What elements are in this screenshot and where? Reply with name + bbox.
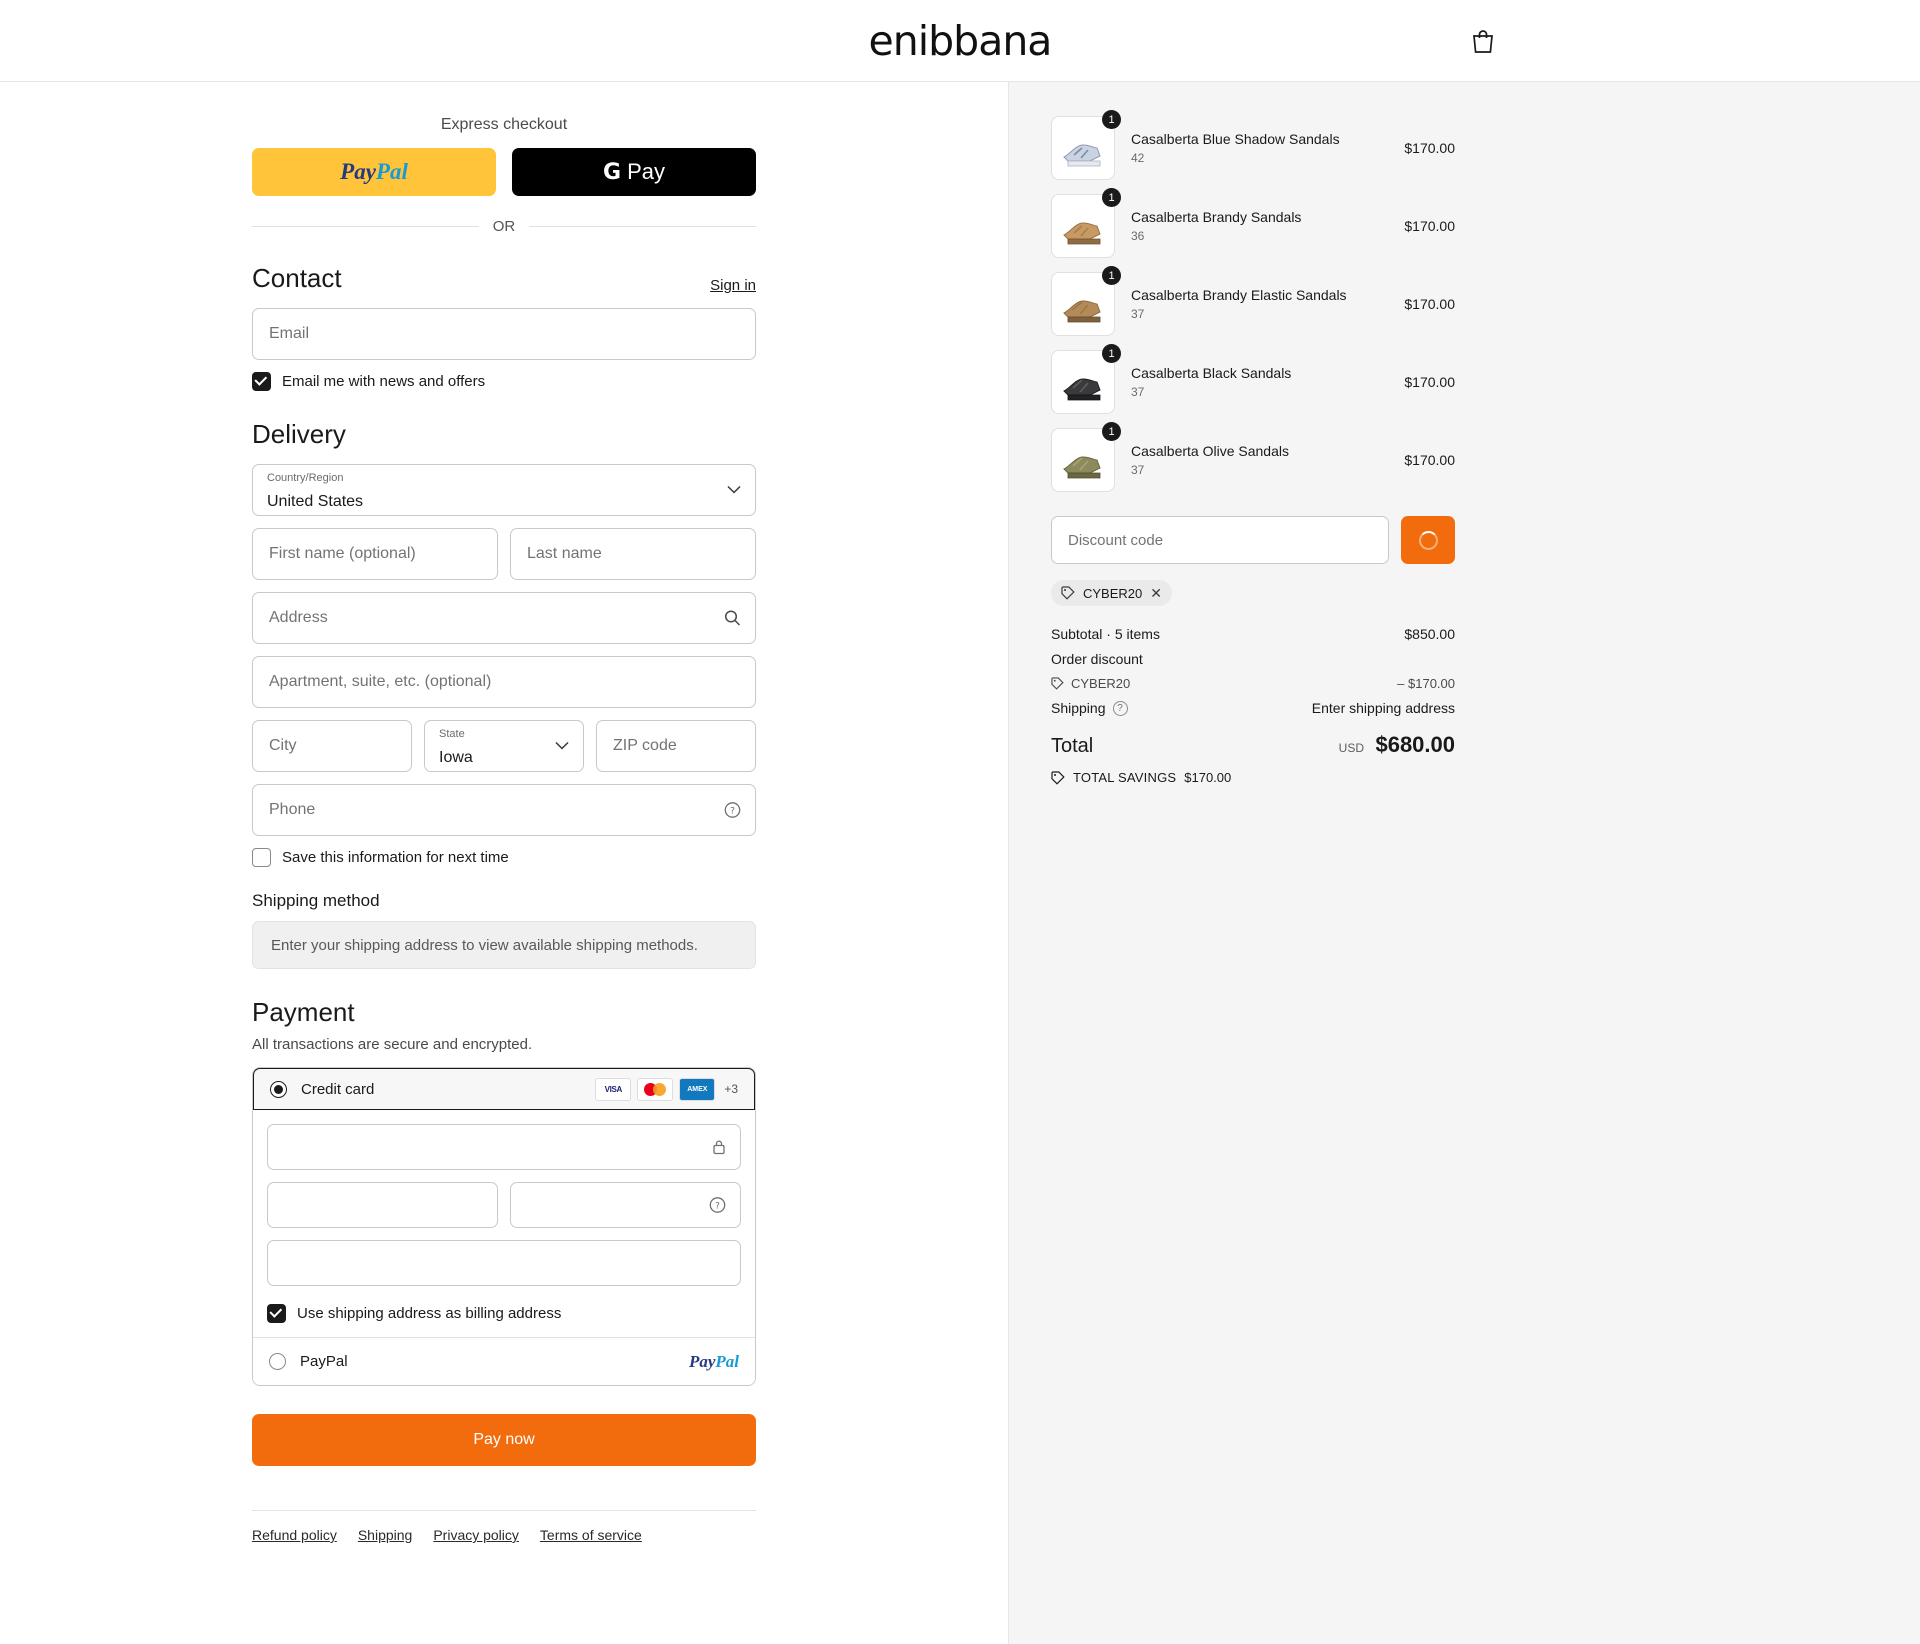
payment-title: Payment (252, 997, 355, 1027)
billing-same-checkbox[interactable] (267, 1304, 286, 1323)
payment-methods (252, 1067, 756, 1386)
savings-value: $170.00 (1184, 770, 1232, 785)
cvv-field[interactable] (510, 1182, 741, 1228)
footer-links (252, 1510, 756, 1577)
discount-input[interactable] (1066, 531, 1374, 550)
pay-now-button[interactable]: Pay now (252, 1414, 756, 1466)
paypal-radio[interactable] (269, 1353, 286, 1370)
chevron-down-icon (727, 486, 741, 495)
city-field[interactable] (252, 720, 412, 772)
product-name: Casalberta Olive Sandals (1131, 443, 1289, 459)
subtotal-label: Subtotal · 5 items (1051, 626, 1160, 642)
site-header (0, 0, 1920, 82)
google-g-icon: G (603, 159, 622, 185)
savings-tag-icon (1051, 771, 1065, 785)
list-item (1051, 269, 1455, 336)
contact-header (252, 263, 756, 294)
order-discount-label: Order discount (1051, 651, 1143, 667)
or-label: OR (492, 218, 516, 235)
paypal-express-button[interactable] (252, 148, 496, 196)
quantity-badge: 1 (1102, 188, 1121, 207)
amex-icon: AMEX (679, 1078, 715, 1101)
contact-title: Contact (252, 263, 342, 293)
last-name-input[interactable] (525, 544, 741, 564)
sign-in-link[interactable]: Sign in (710, 277, 756, 294)
newsletter-row[interactable] (252, 372, 756, 391)
total-row (1051, 732, 1455, 758)
list-item (1051, 191, 1455, 258)
remove-discount-icon[interactable]: ✕ (1150, 584, 1162, 601)
checkout-form-column (0, 82, 1008, 1644)
tag-icon (1061, 586, 1075, 600)
paypal-option-label: PayPal (300, 1353, 348, 1370)
last-name-field[interactable] (510, 528, 756, 580)
state-select[interactable] (424, 720, 584, 772)
first-name-field[interactable] (252, 528, 498, 580)
shipping-label: Shipping (1051, 700, 1106, 716)
shipping-row (1051, 700, 1455, 716)
lock-icon (712, 1139, 726, 1155)
total-savings-row (1051, 770, 1455, 785)
product-variant: 37 (1131, 385, 1145, 399)
card-number-field[interactable] (267, 1124, 741, 1170)
country-label: Country/Region (267, 472, 344, 484)
product-variant: 37 (1131, 463, 1145, 477)
order-summary-column (1008, 82, 1920, 1644)
name-on-card-field[interactable] (267, 1240, 741, 1286)
paypal-option[interactable] (253, 1337, 755, 1385)
product-price: $170.00 (1404, 374, 1455, 390)
delivery-title: Delivery (252, 419, 346, 449)
discount-code-label: CYBER20 (1071, 676, 1131, 691)
phone-input[interactable] (267, 800, 741, 820)
product-name: Casalberta Brandy Sandals (1131, 209, 1302, 225)
state-value: Iowa (439, 749, 473, 766)
tag-icon (1051, 677, 1064, 690)
applied-discount-tag (1051, 580, 1172, 606)
quantity-badge: 1 (1102, 344, 1121, 363)
card-brand-list (595, 1078, 738, 1101)
city-input[interactable] (267, 736, 397, 756)
shipping-link[interactable]: Shipping (357, 1527, 413, 1543)
newsletter-checkbox[interactable] (252, 372, 271, 391)
product-price: $170.00 (1404, 140, 1455, 156)
mastercard-icon (637, 1078, 673, 1101)
zip-input[interactable] (611, 736, 741, 756)
savings-label: TOTAL SAVINGS (1073, 770, 1177, 785)
total-currency: USD (1338, 741, 1365, 755)
apartment-input[interactable] (267, 672, 741, 692)
card-fields (253, 1110, 755, 1302)
product-price: $170.00 (1404, 218, 1455, 234)
quantity-badge: 1 (1102, 422, 1121, 441)
discount-field[interactable] (1051, 516, 1389, 564)
shopping-bag-icon[interactable] (1466, 24, 1500, 58)
apply-discount-button[interactable] (1401, 516, 1455, 564)
paypal-logo: PayPal (688, 1351, 739, 1371)
discount-detail-row (1051, 676, 1455, 691)
help-circle-icon[interactable] (709, 1197, 726, 1214)
order-totals (1051, 626, 1455, 785)
subtotal-value: $850.00 (1404, 626, 1455, 642)
expiry-field[interactable] (267, 1182, 498, 1228)
country-value: United States (267, 493, 364, 510)
save-info-checkbox[interactable] (252, 848, 271, 867)
checkout-body (0, 82, 1920, 1644)
chevron-down-icon (555, 742, 569, 751)
first-name-input[interactable] (267, 544, 483, 564)
store-logo: enibbana (868, 16, 1052, 65)
total-value: $680.00 (1375, 732, 1455, 757)
name-row (252, 528, 756, 592)
product-variant: 42 (1131, 151, 1145, 165)
google-pay-label: Pay (627, 159, 665, 184)
shipping-value: Enter shipping address (1311, 700, 1455, 716)
search-icon (724, 610, 741, 627)
credit-card-label: Credit card (301, 1080, 375, 1098)
quantity-badge: 1 (1102, 110, 1121, 129)
discount-row (1051, 516, 1455, 564)
product-price: $170.00 (1404, 296, 1455, 312)
paypal-logo: PayPal (340, 159, 408, 184)
list-item (1051, 347, 1455, 414)
credit-card-option[interactable] (252, 1067, 756, 1111)
discount-amount: – $170.00 (1397, 676, 1455, 691)
billing-address-row[interactable] (253, 1302, 755, 1337)
country-select[interactable] (252, 464, 756, 516)
product-variant: 37 (1131, 307, 1145, 321)
phone-field[interactable] (252, 784, 756, 836)
visa-icon: VISA (595, 1078, 631, 1101)
credit-card-radio[interactable] (270, 1081, 287, 1098)
product-price: $170.00 (1404, 452, 1455, 468)
save-info-label: Save this information for next time (282, 849, 509, 866)
express-checkout-label: Express checkout (440, 116, 568, 133)
product-name: Casalberta Blue Shadow Sandals (1131, 131, 1340, 147)
help-circle-icon[interactable]: ? (1113, 701, 1128, 716)
loading-spinner-icon (1419, 531, 1438, 550)
express-buttons (252, 148, 756, 196)
state-label: State (439, 728, 465, 740)
address-input[interactable] (267, 608, 741, 628)
save-info-row[interactable] (252, 848, 756, 867)
quantity-badge: 1 (1102, 266, 1121, 285)
svg-text:?: ? (730, 806, 735, 817)
newsletter-label: Email me with news and offers (282, 373, 486, 390)
email-input[interactable] (267, 324, 741, 344)
refund-policy-link[interactable]: Refund policy (252, 1527, 337, 1543)
more-brands-label: +3 (724, 1082, 738, 1096)
expiry-cvv-row (267, 1182, 741, 1240)
email-field[interactable] (252, 308, 756, 360)
order-discount-row (1051, 651, 1455, 667)
apartment-field[interactable] (252, 656, 756, 708)
product-variant: 36 (1131, 229, 1145, 243)
list-item (1051, 425, 1455, 492)
product-name: Casalberta Brandy Elastic Sandals (1131, 287, 1347, 303)
svg-text:?: ? (715, 1201, 720, 1212)
zip-field[interactable] (596, 720, 756, 772)
total-label: Total (1051, 735, 1094, 757)
google-pay-button[interactable] (512, 148, 756, 196)
product-name: Casalberta Black Sandals (1131, 365, 1292, 381)
subtotal-row (1051, 626, 1455, 642)
list-item (1051, 113, 1455, 180)
or-divider (252, 218, 756, 235)
shipping-method-title: Shipping method (252, 891, 380, 910)
terms-of-service-link[interactable]: Terms of service (539, 1527, 642, 1543)
city-state-zip-row (252, 720, 756, 784)
applied-discount-code: CYBER20 (1083, 585, 1143, 601)
billing-same-label: Use shipping address as billing address (297, 1305, 562, 1322)
help-circle-icon[interactable] (724, 802, 741, 819)
shipping-method-empty: Enter your shipping address to view available shipping methods. (252, 921, 756, 969)
payment-subtitle: All transactions are secure and encrypted. (252, 1036, 533, 1053)
privacy-policy-link[interactable]: Privacy policy (433, 1527, 519, 1543)
address-field[interactable] (252, 592, 756, 644)
